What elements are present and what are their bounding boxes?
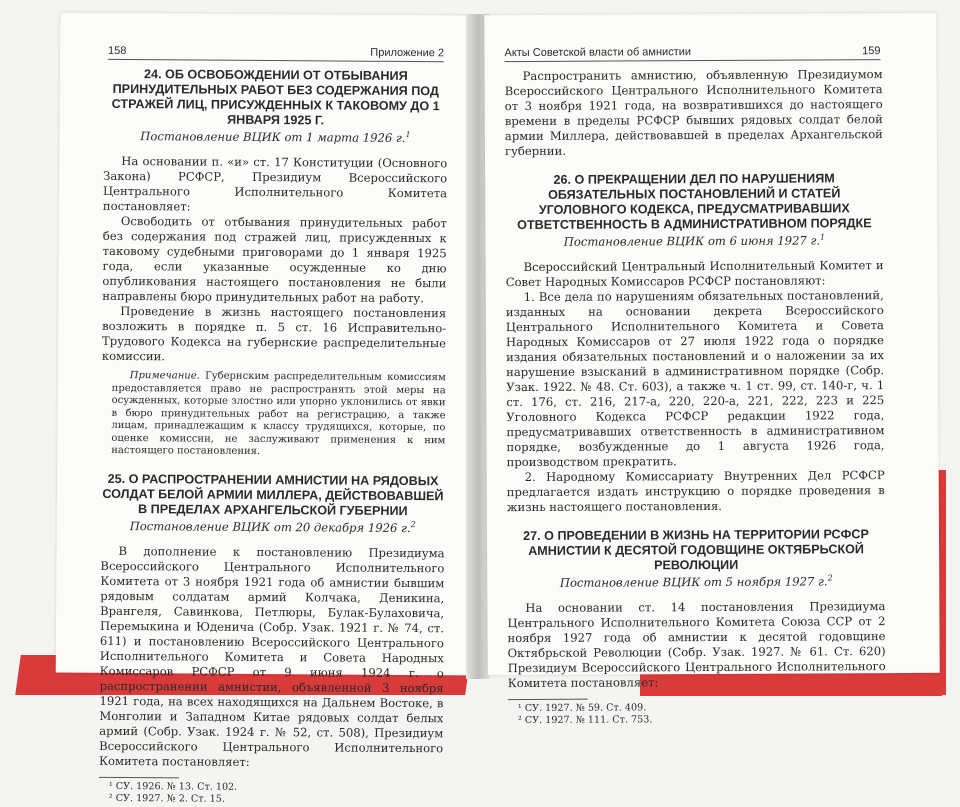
section-title: 25. О РАСПРОСТРАНЕНИИ АМНИСТИИ НА РЯДОВЫХ СОЛДАТ БЕЛОЙ АРМИИ МИЛЛЕРА, ДЕЙСТВОВАВШЕЙ В ПРЕДЕЛАХ АРХАНГЕЛЬСКОЙ ГУБЕРНИИ — [102, 471, 444, 518]
note-text: Губернским распределительным комиссиям предоставляется право не распространять этой меры на осужденных, которые злостно или упорно уклонились от явки в бюро принудительных работ на регистрацию, а также лицам, принадлежащим к классу трудящихся, которые, по оценке комиссии, не заслуживают применения к ним настоящего постановления. — [111, 370, 446, 457]
decree-text: Постановление ВЦИК от 6 июня 1927 г. — [563, 233, 821, 249]
note — [101, 370, 446, 460]
left-running-header — [108, 35, 444, 62]
right-running-header — [504, 35, 880, 62]
running-head: Приложение 2 — [370, 46, 445, 60]
page-number: 158 — [108, 44, 127, 58]
paragraph: Проведение в жизнь настоящего постановления возложить в порядке п. 5 ст. 16 Исправительно-Трудового Кодекса на губернские распределительные комиссии. — [101, 303, 447, 364]
footnote: ² СУ. 1927. № 2. Ст. 15. — [108, 792, 225, 805]
paragraph: 1. Все дела по нарушениям обязательных постановлений, изданных на основании декрета Всероссийского Центрального Исполнительного Комитета и Совета Народных Комиссаров от 27 июля 1922 года о порядке издания обязательных постановлений и о наложении за их нарушение взысканий в административном порядке (Собр. Узак. 1922. № 48. Ст. 603), а также ч. 1 ст. 99, ст. 140-г, ч. 1 ст. 176, ст. 216, 217-а, 220, 220-а, 221, 222, 223 и 225 Уголовного Кодекса РСФСР редакции 1922 года, предусматривавших ответственность в административном порядке, возбужденные до 1 августа 1926 года, производством прекратить. — [505, 288, 885, 470]
decree-line — [507, 574, 885, 591]
footnote-ref: 1 — [820, 232, 826, 242]
footnote-rule — [508, 699, 588, 700]
paragraph: В дополнение к постановлению Президиума Всероссийского Центрального Исполнительного Комитета от 3 ноября 1921 года об амнистии бывшим рядовым солдатам армий Колчака, Деникина, Врангеля, Савинкова, Петлюры, Булак-Булаховича, Перемыкина и Юденича (Собр. Узак. 1921 г. № 74, ст. 611) и постановлению Всероссийского Центрального Исполнительного Комитета и Совета Народных Комиссаров РСФСР от 9 июня 1924 г. о распространении амнистии, объявленной 3 ноября 1921 года, на всех находящихся на Дальнем Востоке, в Монголии и Западном Китае рядовых солдат белых армий (Собр. Узак. 1924 г. № 52, ст. 508), Президиум Всероссийского Центрального Исполнительного Комитета постановляет: — [99, 543, 445, 769]
right-page — [484, 13, 939, 727]
right-page-content — [505, 67, 886, 727]
section-title: 27. О ПРОВЕДЕНИИ В ЖИЗНЬ НА ТЕРРИТОРИИ РСФСР АМНИСТИИ К ДЕСЯТОЙ ГОДОВЩИНЕ ОКТЯБРЬСКОЙ РЕВОЛЮЦИИ — [523, 527, 869, 573]
decree-line — [103, 129, 447, 146]
decree-line — [505, 233, 883, 250]
section-title: 26. О ПРЕКРАЩЕНИИ ДЕЛ ПО НАРУШЕНИЯМ ОБЯЗАТЕЛЬНЫХ ПОСТАНОВЛЕНИЙ И СТАТЕЙ УГОЛОВНОГО КОДЕКСА, ПРЕДУСМАТРИВАВШИХ ОТВЕТСТВЕННОСТЬ В АДМИНИСТРАТИВНОМ ПОРЯДКЕ — [517, 171, 872, 233]
paragraph: На основании ст. 14 постановления Президиума Центрального Исполнительного Комитета Союза ССР от 2 ноября 1927 года об амнистии к десятой годовщине Октябрьской Революции (Собр. Узак. 1927. № 61. Ст. 620) Президиум Всероссийского Центрального Исполнительного Комитета постановляет: — [507, 599, 886, 691]
paragraph: 2. Народному Комиссариату Внутренних Дел РСФСР предлагается издать инструкцию о порядке проведения в жизнь настоящего постановления. — [506, 468, 885, 515]
running-head: Акты Советской власти об амнистии — [504, 46, 692, 60]
page-number: 159 — [862, 45, 881, 58]
paragraph: Освободить от отбывания принудительных работ без содержания под стражей лиц, присужденных к таковому судебными приговорами до 1 января 1925 года, если указанные осужденные ко дню опубликования настоящего постановления не были направлены бюро принудительных работ на работу. — [102, 213, 447, 306]
decree-line — [101, 518, 445, 535]
paragraph: На основании п. «и» ст. 17 Конституции (Основного Закона) РСФСР, Президиум Всероссийского Центрального Исполнительного Комитета постановляет: — [102, 153, 448, 214]
footnote-ref: 2 — [410, 519, 416, 529]
left-page — [56, 13, 473, 805]
footnote: ¹ СУ. 1927. № 59. Ст. 409. — [517, 702, 647, 715]
decree-text: Постановление ВЦИК от 20 декабря 1926 г. — [129, 518, 411, 535]
footnote: ¹ СУ. 1926. № 13. Ст. 102. — [108, 780, 238, 793]
footnote-rule — [99, 776, 179, 778]
footnote: ² СУ. 1927. № 111. Ст. 753. — [517, 714, 653, 727]
section-title: 24. ОБ ОСВОБОЖДЕНИИ ОТ ОТБЫВАНИЯ ПРИНУДИТЕЛЬНЫХ РАБОТ БЕЗ СОДЕРЖАНИЯ ПОД СТРАЖЕЙ ЛИЦ, ПРИСУЖДЕННЫХ К ТАКОВОМУ ДО 1 ЯНВАРЯ 1925 Г. — [111, 67, 440, 128]
footnote-ref: 1 — [405, 130, 411, 140]
note-label: Примечание. — [129, 370, 200, 382]
decree-text: Постановление ВЦИК от 5 ноября 1927 г. — [559, 574, 828, 590]
left-page-content — [99, 67, 448, 807]
paragraph: Распространить амнистию, объявленную Президиумом Всероссийского Центрального Исполнительного Комитета от 3 ноября 1921 года, на возвратившихся до настоящего времени в пределы РСФСР бывших рядовых солдат белой армии Миллера, действовавшей в пределах Архангельской губернии. — [504, 67, 883, 159]
footnote-ref: 2 — [827, 573, 833, 583]
paragraph: Всероссийский Центральный Исполнительный Комитет и Совет Народных Комиссаров РСФСР постановляют: — [505, 258, 884, 290]
decree-text: Постановление ВЦИК от 1 марта 1926 г. — [140, 129, 406, 145]
